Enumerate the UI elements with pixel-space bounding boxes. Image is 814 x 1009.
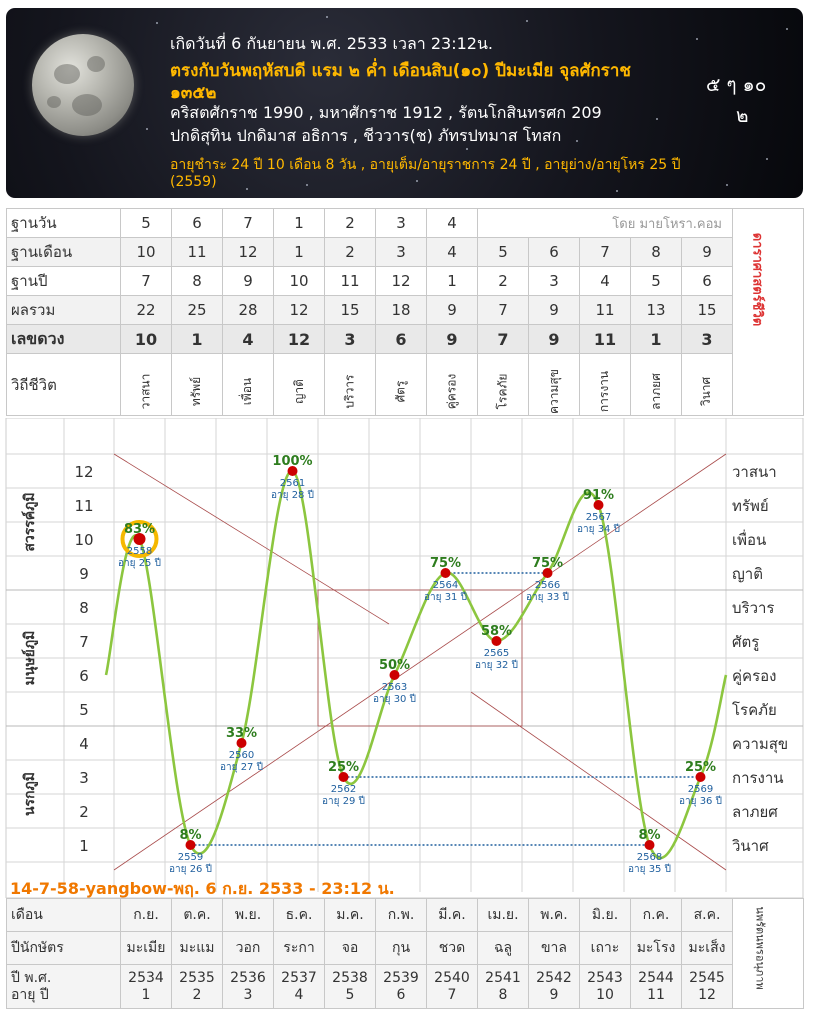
point-year: 2566 [534,580,561,591]
age-value: 4 [294,986,304,1003]
age-label: อายุ ปี [11,986,49,1003]
row-label: ผลรวม [7,296,121,325]
year-cell [631,965,682,1009]
age-value: 12 [698,986,716,1003]
table-cell: 4 [427,238,478,267]
point-year: 2563 [381,682,408,693]
row-label: ปีนักษัตร [7,932,121,965]
table-cell: 12 [274,325,325,354]
side-label: นพรัตนพรอนุภาพ [753,906,767,990]
life-label: คู่ครอง [444,373,459,410]
point-percent: 91% [582,488,615,503]
age-value: 9 [549,986,559,1003]
table-cell: 9 [427,296,478,325]
y-right-label: วาสนา [732,463,777,481]
astro-terms-line: ปกดิสุทิน ปกดิมาส อธิการ , ชีววาร(ช) ภัทรปทมาส โทสก [170,126,562,145]
table-cell: 12 [376,267,427,296]
table-cell: 7 [478,296,529,325]
chart-caption: 14-7-58-yangbow-พฤ. 6 ก.ย. 2533 - 23:12 น. [10,879,395,898]
table-cell: เถาะ [580,932,631,965]
y-right-label: ญาติ [732,565,763,583]
year-cell [325,965,376,1009]
point-age: อายุ 32 ปี [475,660,518,671]
age-year-line: (2559) [170,174,217,190]
row-label: ฐานวัน [7,209,121,238]
point-year: 2562 [330,784,357,795]
table-cell: มะโรง [631,932,682,965]
point-percent: 50% [378,658,411,673]
y-level-label: 6 [79,667,89,685]
table-cell: 10 [274,267,325,296]
table-cell: 18 [376,296,427,325]
life-cell [631,354,682,416]
life-cell [427,354,478,416]
table-cell: 15 [325,296,376,325]
point-year: 2564 [432,580,459,591]
zone-label: มนุษย์ภูมิ [22,630,38,686]
table-cell: ก.ค. [631,899,682,932]
point-age: อายุ 36 ปี [679,796,722,807]
year-value: 2535 [179,969,215,986]
point-year: 2560 [228,750,255,761]
table-cell: ชวด [427,932,478,965]
table-row [7,354,804,416]
age-value: 8 [498,986,508,1003]
year-cell [682,965,733,1009]
table-cell: วอก [223,932,274,965]
age-value: 1 [141,986,151,1003]
year-label: ปี พ.ศ. [11,969,52,986]
table-cell: 2 [325,238,376,267]
point-age: อายุ 27 ปี [220,762,263,773]
table-cell: 6 [529,238,580,267]
life-label: วินาศ [699,376,714,407]
table-cell: 13 [631,296,682,325]
life-cell [274,354,325,416]
life-label: ญาติ [291,379,306,404]
table-row [7,209,804,238]
table-cell: 7 [223,209,274,238]
side-label-cell [733,899,804,1009]
table-cell: 12 [274,296,325,325]
star [416,180,418,182]
year-cell [478,965,529,1009]
table-cell: 4 [427,209,478,238]
age-value: 6 [396,986,406,1003]
point-percent: 8% [179,828,202,843]
table-cell: 3 [325,325,376,354]
age-value: 3 [243,986,253,1003]
y-level-label: 2 [79,803,89,821]
numerology-table [6,208,804,416]
star [786,28,788,30]
table-cell: 2 [478,267,529,296]
y-level-label: 11 [74,497,94,515]
y-right-label: ลาภยศ [732,803,778,821]
table-row [7,932,804,965]
point-year: 2567 [585,512,612,523]
table-cell: 11 [580,325,631,354]
life-label: โรคภัย [495,373,510,410]
table-cell: 6 [682,267,733,296]
table-cell: มะแม [172,932,223,965]
point-percent: 100% [272,454,313,469]
calendar-table [6,898,804,1009]
table-cell: 3 [682,325,733,354]
year-cell [274,965,325,1009]
table-cell: ก.พ. [376,899,427,932]
y-right-label: การงาน [732,769,784,787]
header-banner [6,8,803,198]
year-cell [121,965,172,1009]
table-cell: 22 [121,296,172,325]
table-cell: 1 [427,267,478,296]
point-age: อายุ 34 ปี [577,524,620,535]
birth-date-line: เกิดวันที่ 6 กันยายน พ.ศ. 2533 เวลา 23:12น. [170,34,493,53]
life-cell [580,354,631,416]
zone-label: สวรรค์ภูมิ [22,492,38,552]
table-cell: 1 [631,325,682,354]
star [326,16,328,18]
table-cell: ธ.ค. [274,899,325,932]
row-label: ฐานปี [7,267,121,296]
table-cell: 9 [682,238,733,267]
life-cell [376,354,427,416]
year-value: 2536 [230,969,266,986]
moon-image [32,34,134,136]
table-cell: 4 [223,325,274,354]
table-cell: 28 [223,296,274,325]
side-label: ดาราศาสตร์ชีวิต [749,232,765,327]
table-row [7,296,804,325]
star [656,118,658,120]
year-cell [580,965,631,1009]
row-label [7,965,121,1009]
age-value: 11 [647,986,665,1003]
y-level-label: 5 [79,701,89,719]
y-right-label: โรคภัย [732,701,777,719]
point-age: อายุ 28 ปี [271,490,314,501]
year-cell [172,965,223,1009]
y-right-label: ทรัพย์ [732,497,769,515]
life-cell [529,354,580,416]
table-cell: มิ.ย. [580,899,631,932]
year-value: 2538 [332,969,368,986]
table-cell: 1 [172,325,223,354]
life-cell [478,354,529,416]
y-level-label: 10 [74,531,94,549]
life-cell [325,354,376,416]
row-label: เดือน [7,899,121,932]
life-label: การงาน [597,370,612,413]
table-cell: 7 [478,325,529,354]
era-line: คริสตศักราช 1990 , มหาศักราช 1912 , รัตนโกสินทรศก 209 [170,103,602,122]
life-label: ศัตรู [393,380,408,403]
table-cell: 6 [376,325,427,354]
year-value: 2537 [281,969,317,986]
table-row [7,899,804,932]
table-cell: 11 [580,296,631,325]
table-cell: 3 [376,238,427,267]
row-label: วิถีชีวิต [7,354,121,416]
table-cell: 9 [427,325,478,354]
table-cell: กุน [376,932,427,965]
table-cell: 12 [223,238,274,267]
point-percent: 8% [638,828,661,843]
y-level-label: 12 [74,463,94,481]
table-cell: ระกา [274,932,325,965]
y-level-label: 8 [79,599,89,617]
point-percent: 25% [684,760,717,775]
star [726,184,728,186]
row-label: ฐานเดือน [7,238,121,267]
age-value: 7 [447,986,457,1003]
life-chart [0,418,814,898]
table-cell: 9 [529,296,580,325]
point-age: อายุ 35 ปี [628,864,671,875]
y-right-label: วินาศ [732,837,769,855]
credit-text: โดย มายโหรา.คอม [478,209,733,238]
point-percent: 83% [123,522,156,537]
table-cell: 3 [529,267,580,296]
y-right-label: ศัตรู [732,633,760,651]
life-label: บริวาร [342,374,357,409]
point-age: อายุ 29 ปี [322,796,365,807]
point-year: 2569 [687,784,714,795]
star [246,188,248,190]
point-age: อายุ 25 ปี [118,558,161,569]
table-cell: 9 [223,267,274,296]
life-label: วาสนา [138,373,153,410]
table-cell: 10 [121,238,172,267]
table-cell: ก.ย. [121,899,172,932]
zone-label: นรกภูมิ [22,771,38,817]
table-row [7,238,804,267]
table-cell: จอ [325,932,376,965]
table-cell: 10 [121,325,172,354]
year-value: 2534 [128,969,164,986]
year-cell [529,965,580,1009]
table-cell: 7 [121,267,172,296]
table-cell: 11 [325,267,376,296]
year-value: 2540 [434,969,470,986]
point-percent: 75% [429,556,462,571]
y-right-label: คู่ครอง [732,667,777,685]
table-cell: 2 [325,209,376,238]
y-right-label: เพื่อน [732,531,767,549]
table-cell: เม.ย. [478,899,529,932]
point-age: อายุ 31 ปี [424,592,467,603]
table-row [7,965,804,1009]
table-cell: พ.ย. [223,899,274,932]
table-cell: 8 [631,238,682,267]
life-label: ทรัพย์ [189,376,204,407]
point-year: 2561 [279,478,306,489]
life-label: ความสุข [546,369,561,414]
code-top: ๕ ๆ ๑๐ [706,74,767,96]
table-cell: 1 [274,238,325,267]
code-bottom: ๒ [736,105,749,127]
star [306,184,308,186]
age-value: 5 [345,986,355,1003]
table-cell: ม.ค. [325,899,376,932]
year-cell [427,965,478,1009]
table-row [7,267,804,296]
point-year: 2559 [177,852,204,863]
table-cell: พ.ค. [529,899,580,932]
table-cell: ฉลู [478,932,529,965]
table-cell: 7 [580,238,631,267]
star [696,38,698,40]
table-cell: มะเส็ง [682,932,733,965]
year-cell [376,965,427,1009]
y-right-label: ความสุข [732,735,789,753]
table-cell: ขาล [529,932,580,965]
year-value: 2544 [638,969,674,986]
year-value: 2545 [689,969,725,986]
point-percent: 58% [480,624,513,639]
y-level-label: 3 [79,769,89,787]
table-cell: 11 [172,238,223,267]
age-value: 10 [596,986,614,1003]
table-cell: 4 [580,267,631,296]
table-cell: 8 [172,267,223,296]
table-cell: 5 [121,209,172,238]
star [526,20,528,22]
star [146,128,148,130]
table-cell: 6 [172,209,223,238]
point-percent: 33% [225,726,258,741]
point-percent: 75% [531,556,564,571]
star [156,22,158,24]
point-year: 2565 [483,648,510,659]
point-age: อายุ 33 ปี [526,592,569,603]
year-value: 2543 [587,969,623,986]
point-percent: 25% [327,760,360,775]
y-level-label: 1 [79,837,89,855]
year-cell [223,965,274,1009]
row-label: เลขดวง [7,325,121,354]
table-cell: มี.ค. [427,899,478,932]
table-cell: 9 [529,325,580,354]
y-level-label: 4 [79,735,89,753]
table-cell: มะเมีย [121,932,172,965]
side-label-cell [733,209,804,416]
life-cell [172,354,223,416]
life-cell [682,354,733,416]
table-cell: 15 [682,296,733,325]
year-value: 2539 [383,969,419,986]
life-label: ลาภยศ [648,373,663,410]
table-cell: ต.ค. [172,899,223,932]
age-value: 2 [192,986,202,1003]
table-cell: 1 [274,209,325,238]
star [616,190,618,192]
y-level-label: 9 [79,565,89,583]
table-cell: 25 [172,296,223,325]
point-year: 2568 [636,852,663,863]
y-right-label: บริวาร [732,599,775,617]
star [766,158,768,160]
table-cell: ส.ค. [682,899,733,932]
table-cell: 5 [478,238,529,267]
life-cell [121,354,172,416]
lunar-date-line: ตรงกับวันพฤหัสบดี แรม ๒ ค่ำ เดือนสิบ(๑๐) ปีมะเมีย จุลศักราช [170,61,631,81]
life-cell [223,354,274,416]
star [576,140,578,142]
point-age: อายุ 26 ปี [169,864,212,875]
table-row [7,325,804,354]
point-year: 2558 [126,546,153,557]
age-line: อายุชำระ 24 ปี 10 เดือน 8 วัน , อายุเต็ม/อายุราชการ 24 ปี , อายุย่าง/อายุโหร 25 ปี [170,157,681,173]
year-value: 2542 [536,969,572,986]
point-age: อายุ 30 ปี [373,694,416,705]
table-cell: 3 [376,209,427,238]
table-cell: 5 [631,267,682,296]
life-label: เพื่อน [240,377,255,406]
y-level-label: 7 [79,633,89,651]
year-value: 2541 [485,969,521,986]
chula-year-line: ๑๓๕๒ [170,83,217,103]
